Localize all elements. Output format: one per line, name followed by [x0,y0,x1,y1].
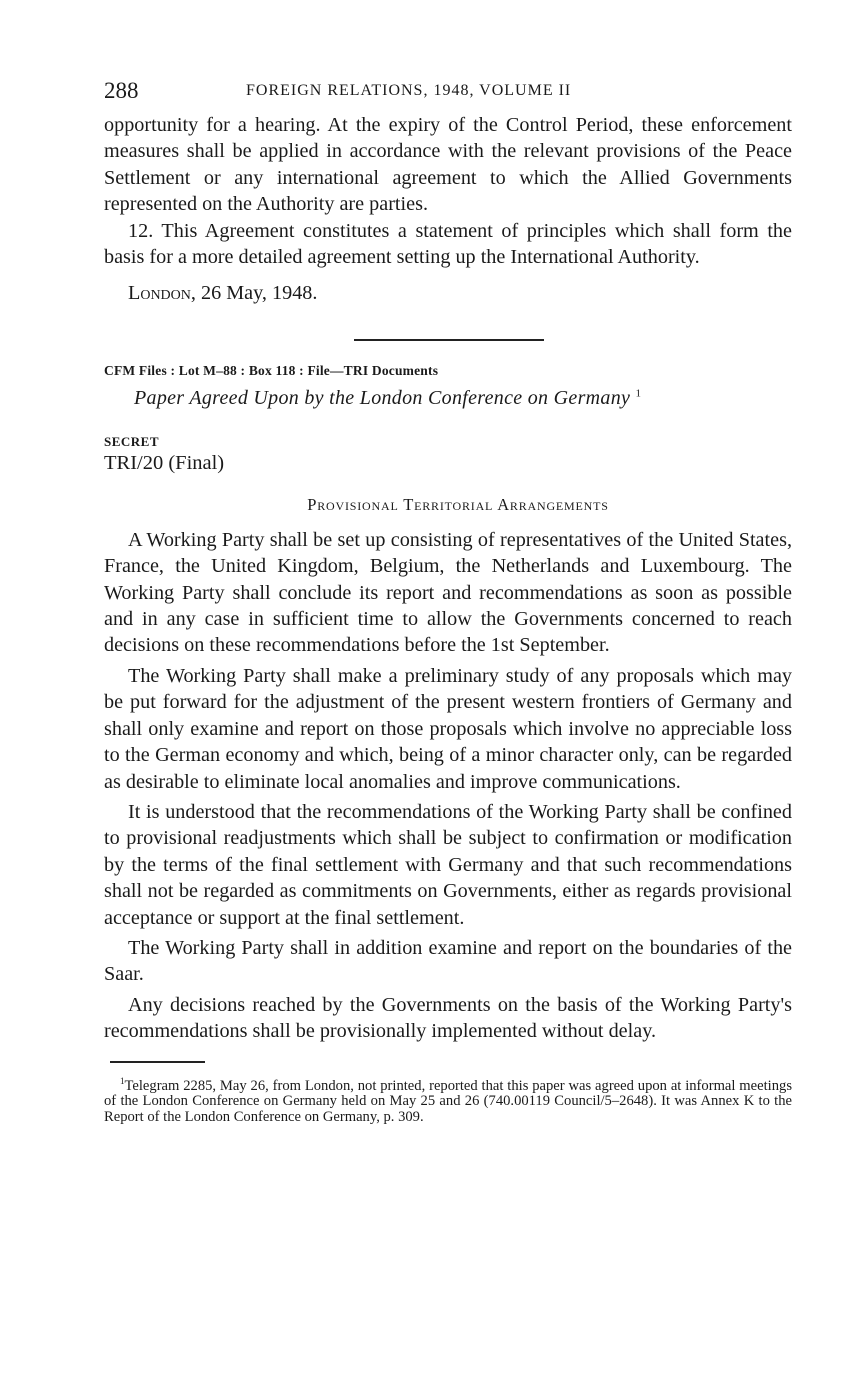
section-divider [354,339,544,341]
footnote [104,1073,792,1126]
classification-label: SECRET [104,433,160,449]
footnote-divider [110,1061,205,1063]
signoff-place: London, [128,282,196,305]
footnote-text: Telegram 2285, May 26, from London, not printed, reported that this paper was agreed upon at informal meetings of the London Conference on Germany held on May 25 and 26 (740.00119 Council/5–2648). It was Annex K to the Report of the London Conference on Germany, p. 309. [104,1077,792,1126]
signoff-date: 26 May, 1948. [195,282,318,305]
page-number: 288 [104,78,139,103]
body-paragraph: The Working Party shall in addition examine and report on the boundaries of the Saar. [104,936,792,986]
document-title-text: Paper Agreed Upon by the London Conference on Germany [134,386,631,409]
paragraph-12: 12. This Agreement constitutes a statement of principles which shall form the basis for a more detailed agreement setting up the International Authority. [104,219,792,269]
body-paragraph: The Working Party shall make a preliminary study of any proposals which may be put forward for the adjustment of the present western frontiers of Germany and shall only examine and report on those proposals which involve no appreciable loss to the German economy and which, being of a minor character only, can be regarded as desirable to eliminate local anomalies and improve communications. [104,664,792,793]
paragraph-continuation: opportunity for a hearing. At the expiry of the Control Period, these enforcement measures shall be applied in accordance with the relevant provisions of the Peace Settlement or any international agreement to which the Allied Governments represented on the Authority are parties. [104,114,792,216]
document-title [104,387,792,410]
body-paragraph: It is understood that the recommendations of the Working Party shall be confined to provisional readjustments which shall be subject to confirmation or modification by the terms of the final settlement with Germany and that such recommendations shall not be regarded as commitments on Governments, either as regards provisional acceptance or support at the final settlement. [104,800,792,929]
document-designation: TRI/20 (Final) [104,451,225,474]
body-paragraph: A Working Party shall be set up consisting of representatives of the United States, France, the United Kingdom, Belgium, the Netherlands and Luxembourg. The Working Party shall conclude its report and recommendations as soon as possible and in any case in sufficient time to allow the Governments concerned to reach decisions on these recommendations before the 1st September. [104,528,792,657]
running-title: FOREIGN RELATIONS, 1948, VOLUME II [246,82,572,99]
footnote-marker: 1 [120,1075,125,1086]
title-footnote-marker: 1 [635,387,642,400]
document-body [104,527,792,1045]
section-heading: Provisional Territorial Arrangements [307,494,609,514]
running-head [104,78,792,112]
file-reference: CFM Files : Lot M–88 : Box 118 : File—TRI Documents [104,362,439,378]
body-paragraph: Any decisions reached by the Governments on the basis of the Working Party's recommendations shall be provisionally implemented without delay. [104,993,792,1043]
document-page [104,78,792,1125]
signoff [104,280,792,306]
